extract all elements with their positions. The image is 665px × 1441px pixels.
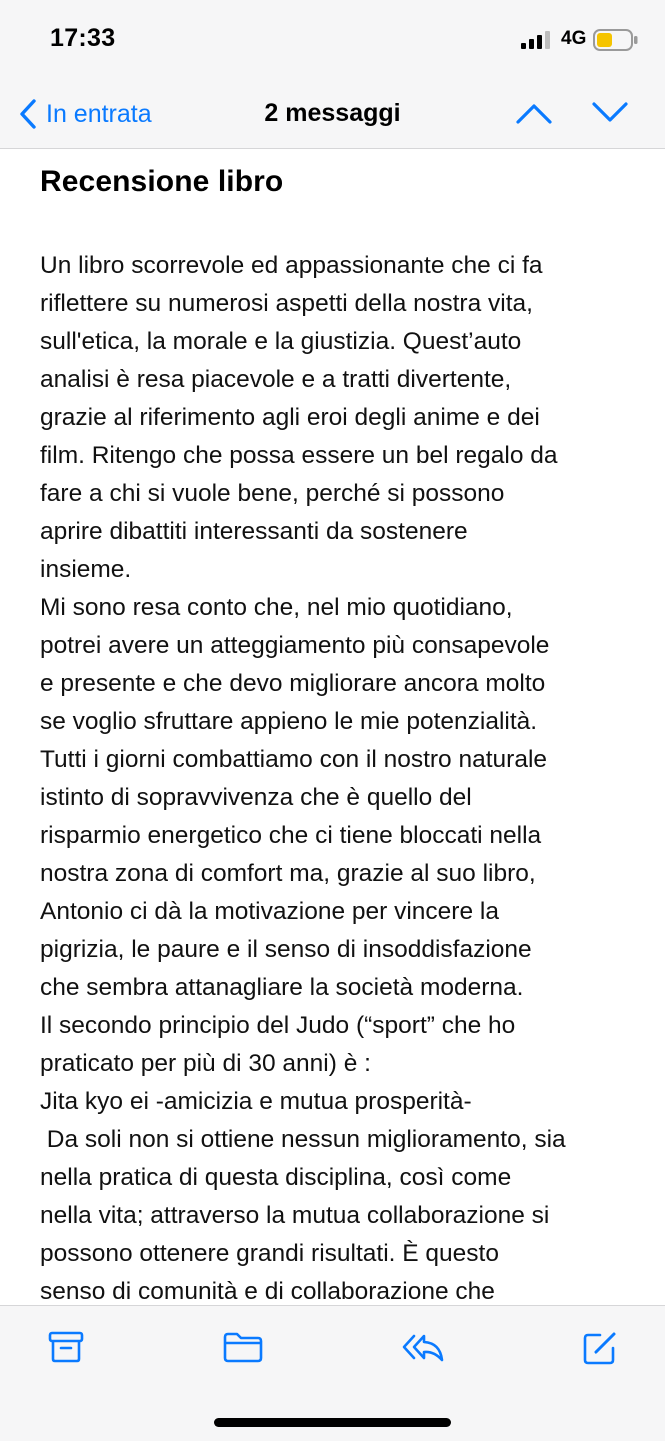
email-body-line: risparmio energetico che ci tiene bloccati nella: [40, 822, 542, 849]
email-body-line: film. Ritengo che possa essere un bel regalo da: [40, 442, 558, 469]
email-body-line: sull'etica, la morale e la giustizia. Quest’auto: [40, 328, 522, 355]
email-body-line: Antonio ci dà la motivazione per vincere la: [40, 898, 499, 925]
next-message-button[interactable]: [592, 100, 628, 126]
email-body-line: riflettere su numerosi aspetti della nostra vita,: [40, 290, 533, 317]
reply-button[interactable]: [402, 1330, 444, 1364]
network-type: 4G: [561, 28, 587, 49]
compose-button[interactable]: [582, 1330, 618, 1366]
navigation-bar: [0, 80, 665, 149]
email-body-line: grazie al riferimento agli eroi degli anime e dei: [40, 404, 540, 431]
email-body-line: insieme.: [40, 556, 132, 583]
email-body-line: Un libro scorrevole ed appassionante che ci fa: [40, 252, 543, 279]
email-body-line: praticato per più di 30 anni) è :: [40, 1050, 371, 1077]
email-body-line: possono ottenere grandi risultati. È questo: [40, 1240, 499, 1267]
status-bar: [0, 0, 665, 80]
email-body-line: se voglio sfruttare appieno le mie potenzialità.: [40, 708, 538, 735]
email-body-line: nostra zona di comfort ma, grazie al suo libro,: [40, 860, 536, 887]
status-time: 17:33: [50, 24, 116, 52]
email-body-line: che sembra attanagliare la società moderna.: [40, 974, 524, 1001]
email-body-line: fare a chi si vuole bene, perché si possono: [40, 480, 505, 507]
email-body-line: potrei avere un atteggiamento più consapevole: [40, 632, 550, 659]
email-body-line: Tutti i giorni combattiamo con il nostro naturale: [40, 746, 548, 773]
message-content[interactable]: [0, 149, 665, 1305]
email-body-line: pigrizia, le paure e il senso di insoddisfazione: [40, 936, 532, 963]
back-label: In entrata: [46, 99, 152, 128]
email-subject: Recensione libro: [40, 165, 284, 198]
email-body-line: Mi sono resa conto che, nel mio quotidiano,: [40, 594, 513, 621]
thread-message-count: 2 messaggi: [264, 99, 401, 127]
email-body-line: Da soli non si ottiene nessun miglioramento, sia: [40, 1126, 566, 1153]
email-body: [40, 247, 650, 1305]
email-body-line: nella pratica di questa disciplina, così come: [40, 1164, 512, 1191]
email-body-line: analisi è resa piacevole e a tratti divertente,: [40, 366, 512, 393]
email-body-line: e presente e che devo migliorare ancora molto: [40, 670, 546, 697]
home-indicator: [214, 1418, 451, 1427]
email-body-line: senso di comunità e di collaborazione che: [40, 1278, 495, 1305]
previous-message-button[interactable]: [516, 100, 552, 126]
signal-strength-icon: [521, 31, 553, 49]
move-to-folder-button[interactable]: [222, 1330, 264, 1364]
email-body-line: nella vita; attraverso la mutua collaborazione si: [40, 1202, 550, 1229]
archive-button[interactable]: [48, 1330, 84, 1364]
battery-icon: [593, 29, 639, 51]
email-body-line: istinto di sopravvivenza che è quello del: [40, 784, 472, 811]
email-body-line: Il secondo principio del Judo (“sport” che ho: [40, 1012, 516, 1039]
email-body-line: Jita kyo ei -amicizia e mutua prosperità-: [40, 1088, 472, 1115]
email-body-line: aprire dibattiti interessanti da sostenere: [40, 518, 468, 545]
